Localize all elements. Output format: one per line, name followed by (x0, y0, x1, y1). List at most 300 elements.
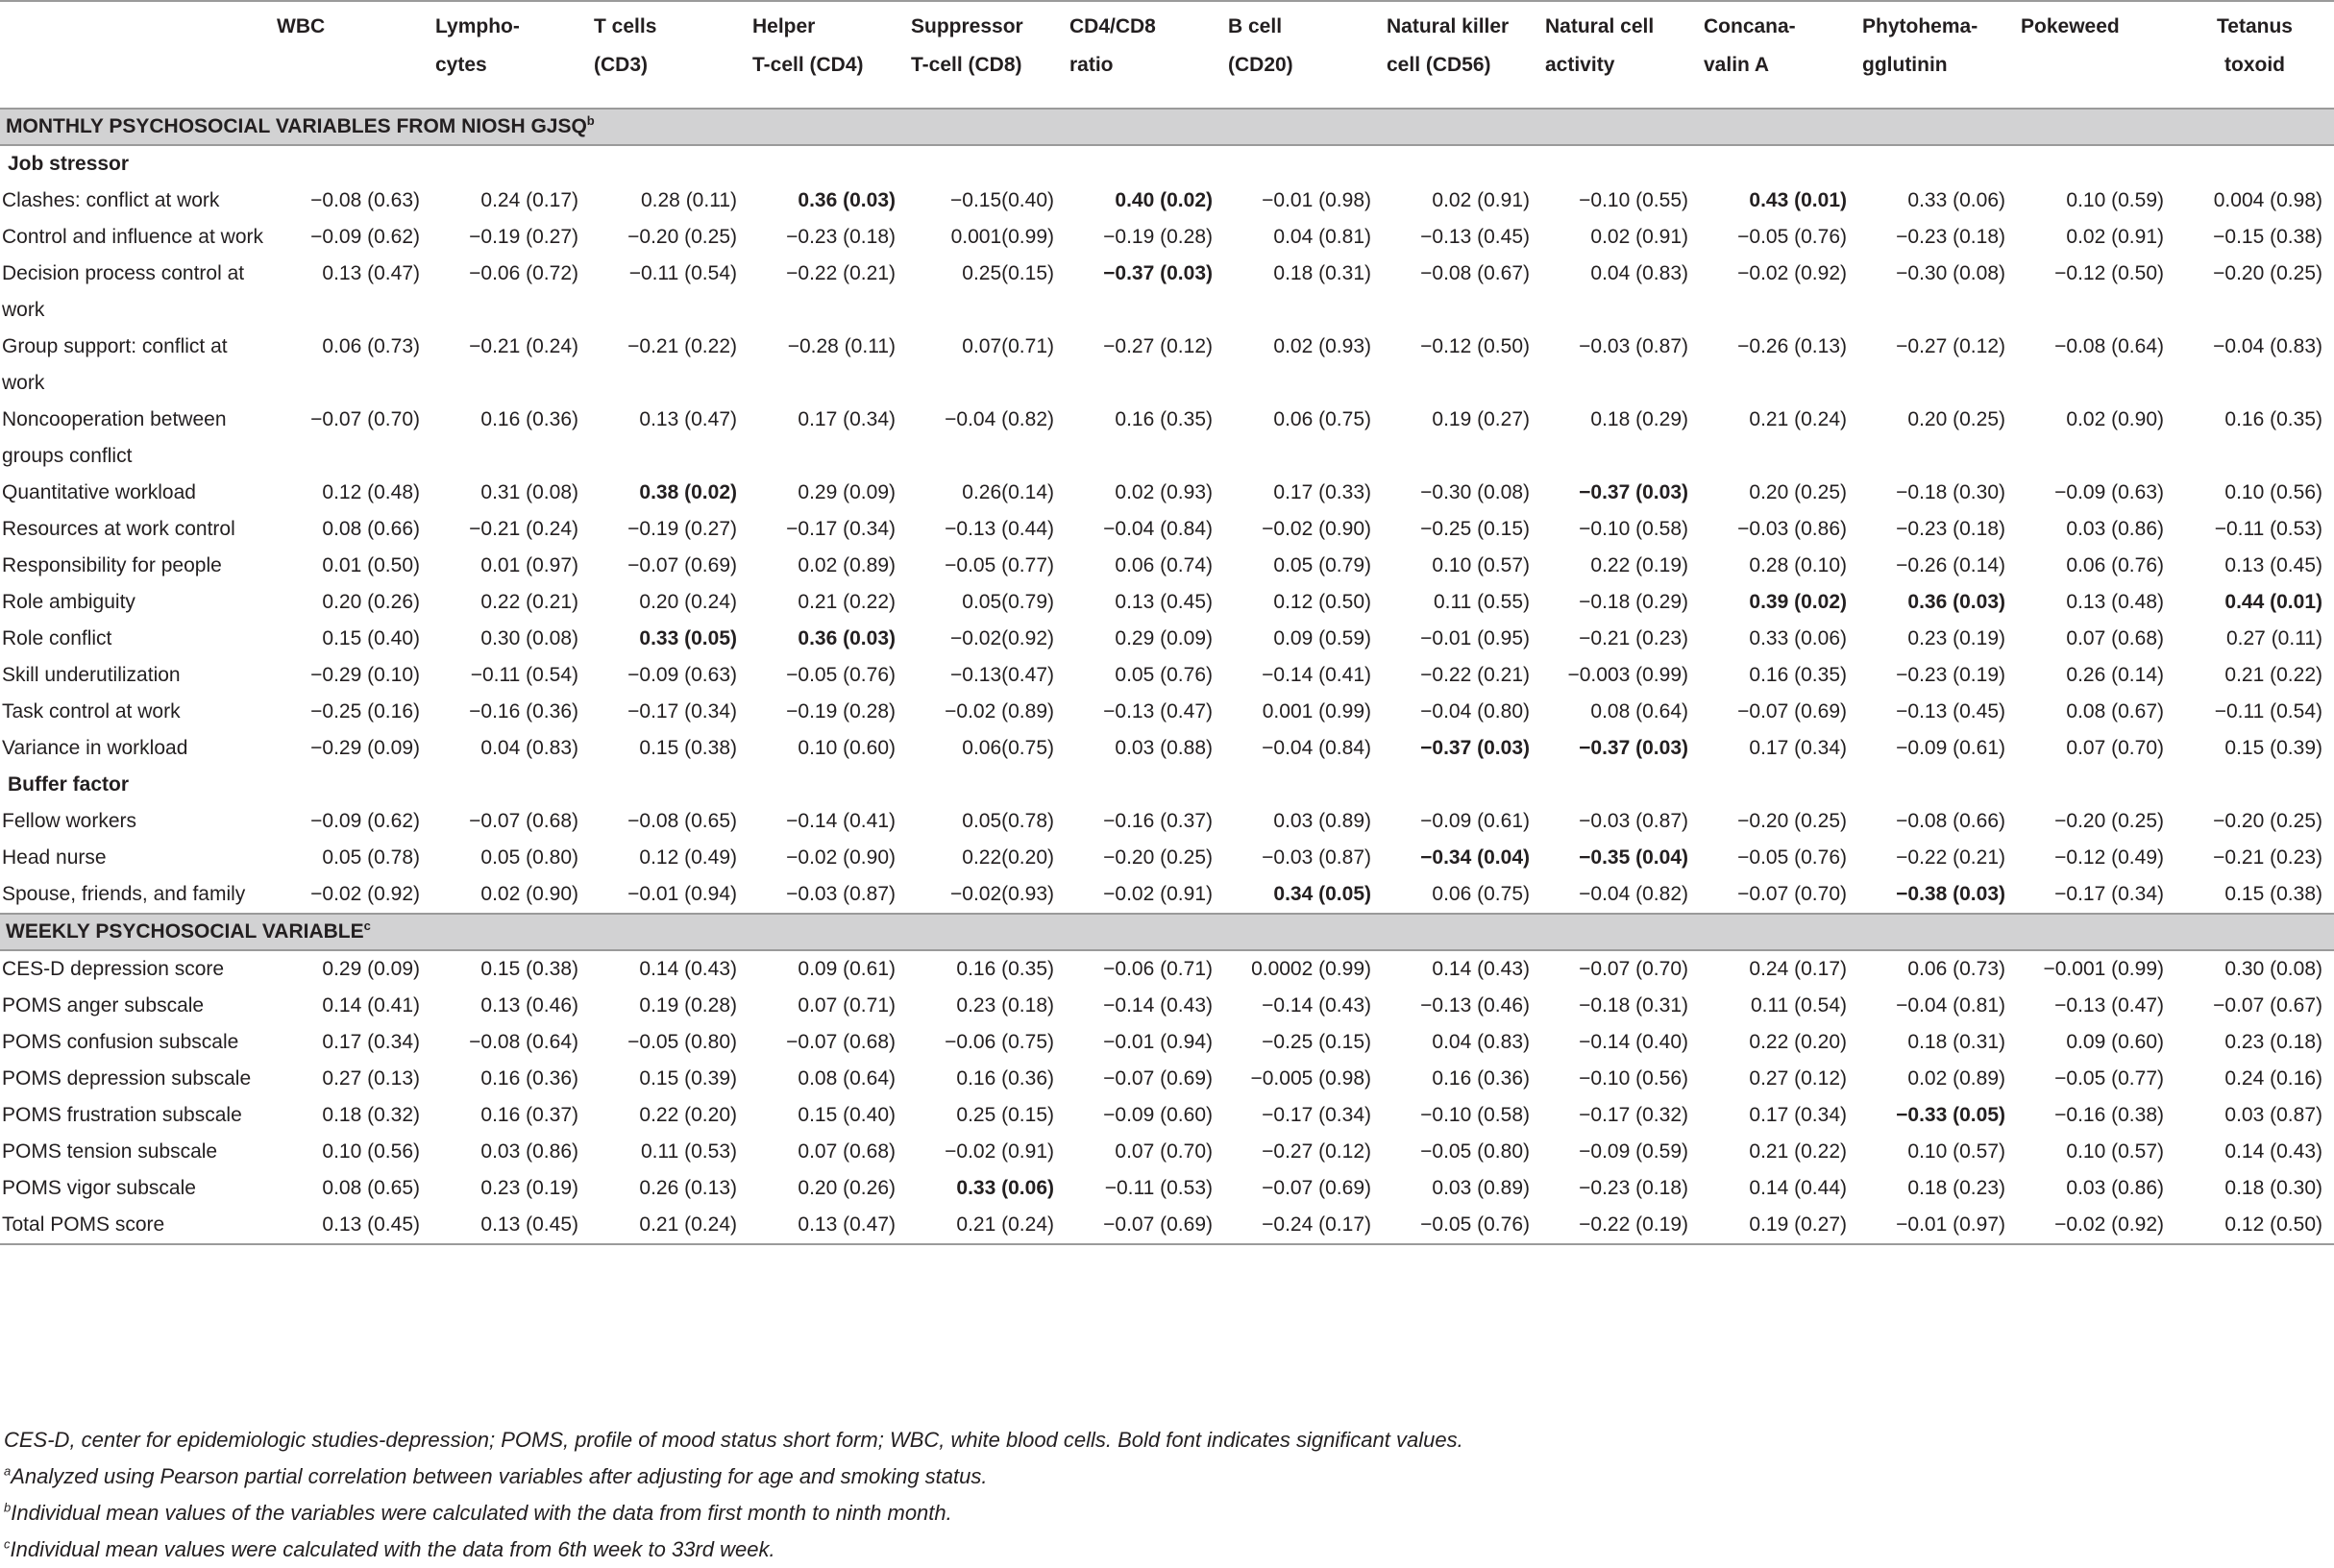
row-label: Fellow workers (2, 810, 137, 832)
table-cell: 0.30 (0.08) (2224, 958, 2322, 980)
table-cell: −0.02 (0.89) (945, 700, 1054, 723)
column-header (1858, 1, 2017, 109)
table-cell: 0.27 (0.13) (322, 1067, 420, 1090)
table-cell: 0.29 (0.09) (322, 958, 420, 980)
header-row (0, 1, 2334, 109)
row-label: Total POMS score (0, 1207, 273, 1244)
table-cell: −0.23 (0.19) (1896, 664, 2005, 686)
table-cell: −0.003 (0.99) (1567, 664, 1688, 686)
table-cell: −0.03 (0.86) (1737, 518, 1847, 540)
table-row (0, 219, 2334, 256)
table-cell: 0.26(0.14) (962, 481, 1054, 503)
table-cell: −0.06 (0.72) (469, 262, 578, 284)
table-cell: −0.05 (0.80) (1420, 1140, 1530, 1163)
table-cell: 0.23 (0.19) (480, 1177, 578, 1199)
column-header-line2 (277, 46, 428, 85)
table-cell: 0.21 (0.24) (1749, 408, 1847, 430)
section-title (0, 109, 2334, 145)
table-cell: 0.001(0.99) (950, 226, 1054, 248)
table-row (0, 256, 2334, 329)
table-cell: −0.21 (0.23) (1579, 627, 1688, 649)
row-label: Decision process control at work (2, 262, 245, 321)
table-cell: −0.22 (0.19) (1541, 1207, 1700, 1244)
table-cell: 0.20 (0.25) (1749, 481, 1847, 503)
table-cell: 0.03 (0.89) (1432, 1177, 1530, 1199)
table-cell: −0.14 (0.41) (1262, 664, 1371, 686)
table-cell: 0.08 (0.64) (798, 1067, 896, 1090)
table-cell: 0.21 (0.22) (2224, 664, 2322, 686)
row-label: POMS tension subscale (2, 1140, 218, 1163)
table-cell: −0.05 (0.77) (945, 554, 1054, 576)
table-cell: 0.14 (0.43) (639, 958, 737, 980)
column-header (1541, 1, 1700, 109)
table-cell: −0.03 (0.87) (1262, 846, 1371, 869)
table-cell: −0.09 (0.63) (2054, 481, 2164, 503)
column-header (907, 1, 1066, 109)
table-cell: −0.07 (0.68) (469, 810, 578, 832)
group-header-row (0, 767, 2334, 803)
column-header-line2: valin A (1704, 54, 1770, 76)
table-cell: 0.12 (0.48) (322, 481, 420, 503)
table-cell: −0.18 (0.30) (1896, 481, 2005, 503)
table-cell: 0.28 (0.10) (1749, 554, 1847, 576)
table-cell: −0.01 (0.95) (1420, 627, 1530, 649)
table-cell: 0.07 (0.71) (798, 994, 896, 1017)
table-row (0, 402, 2334, 475)
table-cell: 0.05(0.78) (962, 810, 1054, 832)
table-cell-significant: 0.40 (0.02) (1115, 189, 1213, 211)
section-title (0, 914, 2334, 950)
footnote-text: Individual mean values of the variables were calculated with the data from first month to ninth month. (11, 1501, 952, 1525)
table-cell-significant: −0.38 (0.03) (1896, 883, 2005, 905)
table-cell: −0.09 (0.63) (627, 664, 737, 686)
row-label: Noncooperation between groups conflict (2, 408, 227, 467)
table-cell: −0.18 (0.29) (1579, 591, 1688, 613)
table-cell: −0.20 (0.25) (2213, 262, 2322, 284)
table-cell: −0.05 (0.76) (1737, 226, 1847, 248)
table-cell-significant: −0.33 (0.05) (1896, 1104, 2005, 1126)
table-cell: 0.24 (0.17) (480, 189, 578, 211)
row-label: Resources at work control (2, 518, 235, 540)
table-cell: 0.10 (0.56) (322, 1140, 420, 1163)
group-title: Job stressor (8, 153, 130, 175)
table-cell: 0.22 (0.20) (639, 1104, 737, 1126)
table-row (0, 548, 2334, 584)
table-cell: −0.23 (0.18) (786, 226, 896, 248)
table-cell: −0.04 (0.81) (1896, 994, 2005, 1017)
table-row (0, 475, 2334, 511)
table-row (0, 1061, 2334, 1097)
table-cell: 0.11 (0.55) (1433, 591, 1530, 613)
table-row (0, 840, 2334, 876)
table-cell: 0.20 (0.24) (639, 591, 737, 613)
table-cell: 0.06 (0.76) (2066, 554, 2164, 576)
table-cell: 0.21 (0.22) (798, 591, 896, 613)
table-cell: −0.19 (0.28) (1103, 226, 1213, 248)
table-cell: 0.03 (0.87) (2224, 1104, 2322, 1126)
table-cell: 0.06 (0.73) (1907, 958, 2005, 980)
table-cell: 0.03 (0.86) (2066, 1177, 2164, 1199)
table-cell: 0.26 (0.13) (639, 1177, 737, 1199)
table-cell: 0.04 (0.83) (1432, 1031, 1530, 1053)
footnote (0, 1531, 2175, 1568)
table-cell: 0.31 (0.08) (480, 481, 578, 503)
column-header-line2: cytes (435, 54, 487, 76)
column-header (273, 1, 431, 109)
table-cell: −0.08 (0.67) (1420, 262, 1530, 284)
table-row (0, 657, 2334, 694)
table-cell: 0.08 (0.64) (1590, 700, 1688, 723)
column-header-line2: ratio (1069, 54, 1114, 76)
table-cell: 0.08 (0.67) (2066, 700, 2164, 723)
table-cell: −0.06 (0.71) (1103, 958, 1213, 980)
table-cell: −0.17 (0.34) (786, 518, 896, 540)
table-cell: 0.08 (0.66) (322, 518, 420, 540)
table-cell: 0.19 (0.27) (1432, 408, 1530, 430)
table-row (0, 584, 2334, 621)
row-label: Role conflict (2, 627, 112, 649)
table-cell: −0.11 (0.53) (2214, 518, 2322, 540)
table-cell: −0.09 (0.60) (1103, 1104, 1213, 1126)
table-cell: −0.12 (0.49) (2054, 846, 2164, 869)
footnote-marker: c (4, 1536, 11, 1552)
table-cell: −0.29 (0.10) (310, 664, 420, 686)
table-cell: 0.09 (0.60) (2066, 1031, 2164, 1053)
table-cell: −0.10 (0.55) (1579, 189, 1688, 211)
footnote-text: Individual mean values were calculated with the data from 6th week to 33rd week. (10, 1537, 775, 1561)
column-header-line1: Pokeweed (2021, 15, 2120, 37)
table-cell: 0.01 (0.50) (322, 554, 420, 576)
table-cell: −0.02 (0.90) (786, 846, 896, 869)
row-label: POMS confusion subscale (2, 1031, 239, 1053)
row-label: POMS frustration subscale (2, 1104, 242, 1126)
table-cell: 0.15 (0.40) (798, 1104, 896, 1126)
table-cell: −0.09 (0.59) (1579, 1140, 1688, 1163)
section-footnote-marker: b (586, 113, 595, 128)
row-label: Clashes: conflict at work (2, 189, 220, 211)
table-body (0, 109, 2334, 1244)
table-cell: 0.02 (0.89) (798, 554, 896, 576)
table-cell: 0.20 (0.26) (322, 591, 420, 613)
table-cell: −0.20 (0.25) (627, 226, 737, 248)
footnote-marker: a (4, 1463, 12, 1479)
table-cell: −0.02(0.92) (950, 627, 1054, 649)
table-cell: 0.23 (0.18) (2224, 1031, 2322, 1053)
table-cell: 0.07(0.71) (962, 335, 1054, 357)
table-cell: −0.21 (0.23) (2213, 846, 2322, 869)
table-cell: 0.11 (0.54) (1750, 994, 1847, 1017)
table-cell: 0.17 (0.34) (322, 1031, 420, 1053)
row-label: POMS anger subscale (2, 994, 205, 1017)
table-cell: 0.33 (0.06) (1749, 627, 1847, 649)
table-cell: −0.05 (0.77) (2054, 1067, 2164, 1090)
row-label: CES-D depression score (2, 958, 225, 980)
row-label: Head nurse (2, 846, 107, 869)
table-cell: 0.22(0.20) (962, 846, 1054, 869)
table-row (0, 1097, 2334, 1134)
table-cell: −0.03 (0.87) (1579, 335, 1688, 357)
table-cell: −0.30 (0.08) (1420, 481, 1530, 503)
column-header-line1: WBC (277, 15, 326, 37)
table-cell: −0.14 (0.43) (1262, 994, 1371, 1017)
table-cell: −0.06 (0.75) (945, 1031, 1054, 1053)
table-cell: 0.33 (0.06) (1907, 189, 2005, 211)
table-cell: −0.22 (0.21) (1896, 846, 2005, 869)
table-row (0, 511, 2334, 548)
column-header (2175, 1, 2334, 109)
table-cell: 0.15 (0.38) (480, 958, 578, 980)
table-cell: 0.02 (0.89) (1907, 1067, 2005, 1090)
column-header-line2: (CD3) (594, 54, 648, 76)
table-cell: 0.02 (0.93) (1273, 335, 1371, 357)
column-header-line1: Helper (752, 15, 816, 37)
table-row (0, 1134, 2334, 1170)
table-cell: −0.04 (0.82) (1579, 883, 1688, 905)
row-label: Control and influence at work (2, 226, 263, 248)
table-cell: −0.19 (0.27) (627, 518, 737, 540)
section-footnote-marker: c (363, 919, 371, 933)
table-cell: −0.27 (0.12) (1896, 335, 2005, 357)
table-cell: 0.24 (0.17) (1749, 958, 1847, 980)
table-cell: 0.29 (0.09) (798, 481, 896, 503)
footnote (0, 1422, 2175, 1458)
table-cell: −0.07 (0.69) (1737, 700, 1847, 723)
table-cell: 0.14 (0.43) (1432, 958, 1530, 980)
table-row (0, 876, 2334, 914)
table-cell: −0.07 (0.70) (1579, 958, 1688, 980)
table-cell: −0.21 (0.24) (469, 335, 578, 357)
row-label: Responsibility for people (2, 554, 222, 576)
table-cell: −0.30 (0.08) (1896, 262, 2005, 284)
table-cell: −0.12 (0.50) (2054, 262, 2164, 284)
table-cell: 0.18 (0.31) (1907, 1031, 2005, 1053)
column-header-line1: Tetanus (2217, 15, 2293, 37)
table-cell: −0.23 (0.18) (1896, 518, 2005, 540)
footnote-text: Analyzed using Pearson partial correlation between variables after adjusting for age and smoking status. (11, 1464, 988, 1488)
table-cell-significant: 0.38 (0.02) (639, 481, 737, 503)
table-cell: −0.16 (0.38) (2054, 1104, 2164, 1126)
table-cell: −0.02 (0.91) (945, 1140, 1054, 1163)
table-cell: 0.07 (0.70) (1115, 1140, 1213, 1163)
table-row (0, 1170, 2334, 1207)
table-cell: −0.09 (0.61) (1420, 810, 1530, 832)
table-cell: −0.02 (0.90) (1262, 518, 1371, 540)
table-cell: −0.05 (0.80) (627, 1031, 737, 1053)
table-cell: −0.03 (0.87) (1579, 810, 1688, 832)
table-cell: 0.16 (0.35) (1749, 664, 1847, 686)
table-row (0, 730, 2334, 767)
table-cell: 0.05 (0.76) (1115, 664, 1213, 686)
table-cell: 0.16 (0.35) (956, 958, 1054, 980)
table-row (0, 803, 2334, 840)
table-cell: −0.07 (0.69) (1103, 1067, 1213, 1090)
table-cell: 0.21 (0.24) (907, 1207, 1066, 1244)
column-header (749, 1, 907, 109)
table-cell-significant: 0.33 (0.05) (639, 627, 737, 649)
table-cell: −0.11 (0.54) (2214, 700, 2322, 723)
table-cell: 0.13 (0.47) (639, 408, 737, 430)
table-cell: −0.07 (0.67) (2213, 994, 2322, 1017)
header-variable (0, 1, 273, 109)
table-row (0, 329, 2334, 402)
table-cell: 0.001 (0.99) (1262, 700, 1371, 723)
section-header-row (0, 109, 2334, 145)
table-cell: 0.06(0.75) (962, 737, 1054, 759)
table-cell: 0.16 (0.35) (2224, 408, 2322, 430)
table-row (0, 694, 2334, 730)
table-cell: 0.26 (0.14) (2066, 664, 2164, 686)
table-cell: −0.005 (0.98) (1250, 1067, 1371, 1090)
table-cell: 0.06 (0.75) (1432, 883, 1530, 905)
table-cell: 0.16 (0.36) (956, 1067, 1054, 1090)
table-cell: 0.07 (0.70) (2066, 737, 2164, 759)
table-cell: 0.13 (0.45) (1115, 591, 1213, 613)
column-header-line2: gglutinin (1862, 54, 1948, 76)
row-label: Variance in workload (2, 737, 188, 759)
table-cell: −0.26 (0.13) (1737, 335, 1847, 357)
table-cell: 0.10 (0.57) (1432, 554, 1530, 576)
table-cell: 0.04 (0.83) (1590, 262, 1688, 284)
table-cell: 0.30 (0.08) (480, 627, 578, 649)
table-cell: −0.22 (0.21) (786, 262, 896, 284)
table-cell: −0.09 (0.61) (1896, 737, 2005, 759)
table-cell-significant: −0.37 (0.03) (1579, 737, 1688, 759)
column-header (1224, 1, 1383, 109)
table-cell: −0.25 (0.15) (1262, 1031, 1371, 1053)
section-title-text: MONTHLY PSYCHOSOCIAL VARIABLES FROM NIOSH GJSQ (6, 115, 587, 137)
table-cell: −0.05 (0.76) (1383, 1207, 1541, 1244)
table-cell: 0.10 (0.60) (798, 737, 896, 759)
table-row (0, 1207, 2334, 1244)
table-cell-significant: −0.37 (0.03) (1420, 737, 1530, 759)
table-cell: 0.10 (0.57) (1907, 1140, 2005, 1163)
table-cell: 0.12 (0.49) (639, 846, 737, 869)
table-cell: 0.18 (0.30) (2224, 1177, 2322, 1199)
table-cell: −0.04 (0.82) (945, 408, 1054, 430)
table-cell-significant: 0.33 (0.06) (956, 1177, 1054, 1199)
table-cell: 0.19 (0.28) (639, 994, 737, 1017)
table-cell: −0.23 (0.18) (1896, 226, 2005, 248)
table-cell: −0.20 (0.25) (1737, 810, 1847, 832)
row-label: Skill underutilization (2, 664, 181, 686)
table-cell: −0.18 (0.31) (1579, 994, 1688, 1017)
footnote-text: CES-D, center for epidemiologic studies-depression; POMS, profile of mood status short form; WBC, white blood cells. Bold font indicates significant values. (4, 1428, 1463, 1452)
column-header (1066, 1, 1224, 109)
table-cell: −0.15 (0.38) (2213, 226, 2322, 248)
table-cell: 0.05 (0.78) (322, 846, 420, 869)
table-cell: 0.03 (0.86) (480, 1140, 578, 1163)
table-cell: −0.07 (0.69) (627, 554, 737, 576)
table-cell: −0.01 (0.94) (627, 883, 737, 905)
table-cell-significant: 0.36 (0.03) (798, 189, 896, 211)
column-header-line2: (CD20) (1228, 54, 1293, 76)
table-footnotes (0, 1422, 2175, 1568)
table-cell: 0.004 (0.98) (2213, 189, 2322, 211)
table-cell: 0.10 (0.59) (2066, 189, 2164, 211)
table-cell: −0.10 (0.56) (1579, 1067, 1688, 1090)
table-cell: 0.04 (0.83) (480, 737, 578, 759)
table-cell: −0.17 (0.32) (1579, 1104, 1688, 1126)
table-cell: 0.03 (0.88) (1115, 737, 1213, 759)
table-cell: 0.17 (0.33) (1273, 481, 1371, 503)
table-cell: −0.16 (0.37) (1103, 810, 1213, 832)
table-cell: 0.15 (0.40) (322, 627, 420, 649)
table-cell: −0.14 (0.40) (1579, 1031, 1688, 1053)
table-cell: −0.11 (0.54) (628, 262, 737, 284)
column-header-line1: Phytohema- (1862, 15, 1978, 37)
table-cell: −0.27 (0.12) (1103, 335, 1213, 357)
table-cell: 0.28 (0.11) (640, 189, 737, 211)
table-cell: 0.07 (0.68) (2066, 627, 2164, 649)
table-cell: −0.07 (0.70) (1737, 883, 1847, 905)
table-cell: −0.26 (0.14) (1896, 554, 2005, 576)
column-header-line1: Suppressor (911, 15, 1023, 37)
table-cell: −0.17 (0.34) (1262, 1104, 1371, 1126)
table-cell: 0.13 (0.48) (2066, 591, 2164, 613)
table-cell: −0.05 (0.76) (786, 664, 896, 686)
table-cell: 0.17 (0.34) (1749, 1104, 1847, 1126)
column-header-line2: T-cell (CD4) (752, 54, 864, 76)
table-cell: −0.13 (0.47) (1103, 700, 1213, 723)
row-label: Task control at work (2, 700, 181, 723)
row-label: Quantitative workload (2, 481, 196, 503)
column-header-line1: B cell (1228, 15, 1283, 37)
row-label: Role ambiguity (2, 591, 135, 613)
table-cell: 0.13 (0.45) (2224, 554, 2322, 576)
table-row (0, 1024, 2334, 1061)
table-cell: 0.23 (0.18) (956, 994, 1054, 1017)
column-header-line1: T cells (594, 15, 657, 37)
table-cell: 0.0002 (0.99) (1251, 958, 1371, 980)
table-cell: −0.02(0.93) (950, 883, 1054, 905)
column-header-line1: Concana- (1704, 15, 1796, 37)
column-header-line1: CD4/CD8 (1069, 15, 1156, 37)
table-cell: 0.02 (0.91) (2066, 226, 2164, 248)
table-cell: 0.18 (0.31) (1273, 262, 1371, 284)
row-label: POMS vigor subscale (2, 1177, 196, 1199)
table-header (0, 1, 2334, 109)
table-cell: 0.18 (0.29) (1590, 408, 1688, 430)
table-cell: 0.18 (0.32) (322, 1104, 420, 1126)
table-cell: 0.17 (0.34) (798, 408, 896, 430)
table-cell: 0.21 (0.22) (1749, 1140, 1847, 1163)
table-cell: 0.03 (0.86) (2066, 518, 2164, 540)
column-header (2017, 1, 2175, 109)
table-cell: 0.02 (0.91) (1590, 226, 1688, 248)
table-cell: 0.04 (0.81) (1273, 226, 1371, 248)
table-cell: 0.10 (0.56) (2224, 481, 2322, 503)
table-cell: −0.07 (0.69) (1262, 1177, 1371, 1199)
table-cell: 0.14 (0.43) (2224, 1140, 2322, 1163)
table-cell: 0.02 (0.90) (480, 883, 578, 905)
table-cell: −0.04 (0.83) (2213, 335, 2322, 357)
table-cell: 0.22 (0.19) (1590, 554, 1688, 576)
table-cell: 0.27 (0.11) (2225, 627, 2322, 649)
table-cell: 0.16 (0.36) (1432, 1067, 1530, 1090)
column-header (1383, 1, 1541, 109)
table-cell: 0.09 (0.61) (798, 958, 896, 980)
table-cell: 0.02 (0.90) (2066, 408, 2164, 430)
table-cell: 0.15 (0.38) (639, 737, 737, 759)
section-header-row (0, 914, 2334, 950)
table-cell: −0.08 (0.64) (2054, 335, 2164, 357)
section-title-text: WEEKLY PSYCHOSOCIAL VARIABLE (6, 920, 364, 943)
column-header-line1: Natural killer (1387, 15, 1510, 37)
table-cell-significant: 0.44 (0.01) (2224, 591, 2322, 613)
table-cell: 0.13 (0.45) (431, 1207, 590, 1244)
column-header-line2: cell (CD56) (1387, 54, 1491, 76)
table-cell: 0.14 (0.44) (1749, 1177, 1847, 1199)
